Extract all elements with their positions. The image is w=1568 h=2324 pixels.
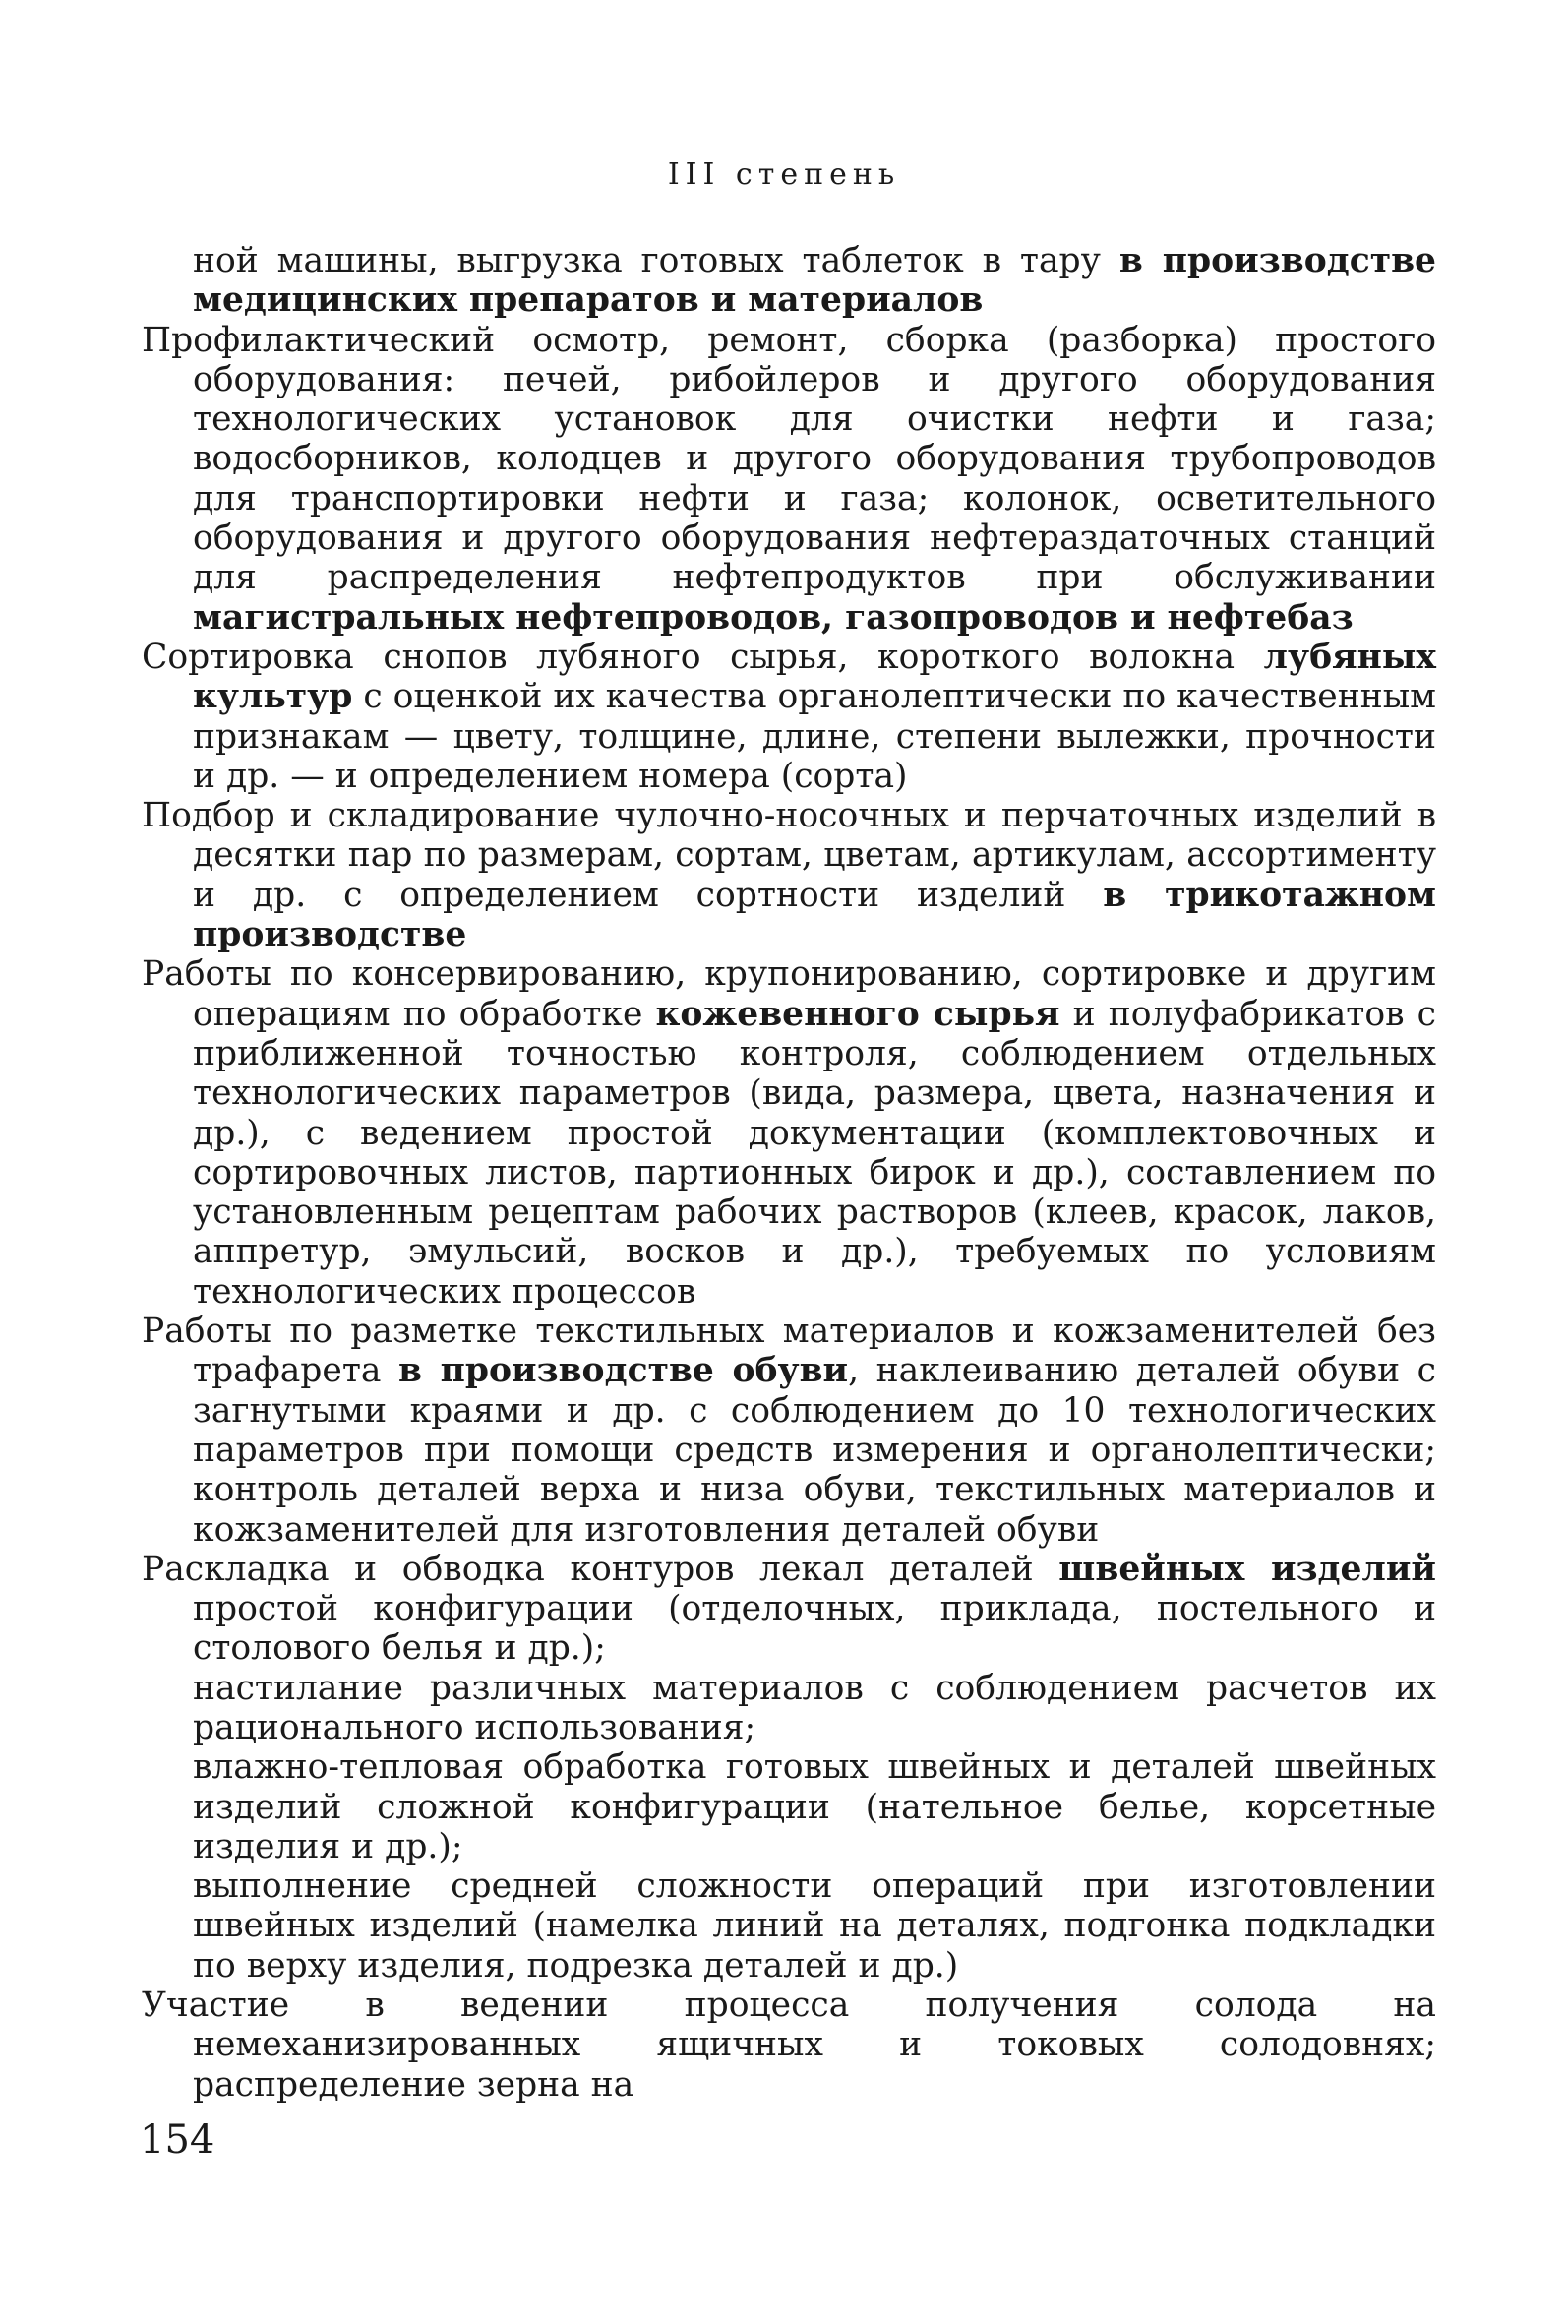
entry-sewing: Раскладка и обводка контуров лекал деталей швейных изделий простой конфигурации (отделочных, приклада, постельного и столового белья и др.); bbox=[142, 1549, 1436, 1669]
entry-leather: Работы по консервированию, крупонированию, сортировке и другим операциям по обработке кожевенного сырья и полуфабрикатов с приближенной точностью контроля, соблюдением отдельных технологических параметров (вида, размера, цвета, назначения и др.), с ведением простой документации (комплектовочных и сортировочных листов, партионных бирок и др.), составлением по установленным рецептам рабочих растворов (клеев, красок, лаков, аппретур, эмульсий, восков и др.), требуемых по условиям технологических процессов bbox=[142, 954, 1436, 1312]
running-header: III степень bbox=[667, 157, 901, 192]
page-body bbox=[142, 241, 1436, 2105]
page-number: 154 bbox=[140, 2117, 215, 2163]
entry-pipeline-equipment: Профилактический осмотр, ремонт, сборка (разборка) простого оборудования: печей, рибойлеров и другого оборудования технологических установок для очистки нефти и газа; водосборников, колодцев и другого оборудования трубопроводов для транспортировки нефти и газа; колонок, осветительного оборудования и другого оборудования нефтераздаточных станций для распределения нефтепродуктов при обслуживании магистральных нефтепроводов, газопроводов и нефтебаз bbox=[142, 320, 1436, 638]
entry-1-continuation: ной машины, выгрузка готовых таблеток в тару в производстве медицинских препаратов и материалов bbox=[193, 241, 1437, 321]
entry-footwear: Работы по разметке текстильных материалов и кожзаменителей без трафарета в производстве обуви, наклеиванию деталей обуви с загнутыми краями и др. с соблюдением до 10 технологических параметров при помощи средств измерения и органолептически; контроль деталей верха и низа обуви, текстильных материалов и кожзаменителей для изготовления деталей обуви bbox=[142, 1312, 1437, 1550]
entry-sewing-subline: настилание различных материалов с соблюдением расчетов их рационального использования; bbox=[193, 1668, 1436, 1747]
entry-sewing-subline: влажно-тепловая обработка готовых швейных и деталей швейных изделий сложной конфигурации (нательное белье, корсетные изделия и др.); bbox=[193, 1747, 1436, 1866]
entry-hosiery: Подбор и складирование чулочно-носочных и перчаточных изделий в десятки пар по размерам, сортам, цветам, артикулам, ассортименту и др. с определением сортности изделий в трикотажном производстве bbox=[142, 796, 1436, 955]
entry-bast-sorting: Сортировка снопов лубяного сырья, короткого волокна лубяных культур с оценкой их качества органолептически по качественным признакам — цвету, толщине, длине, степени вылежки, прочности и др. — и определением номера (сорта) bbox=[142, 637, 1436, 796]
entry-malt: Участие в ведении процесса получения солода на немеханизированных ящичных и токовых солодовнях; распределение зерна на bbox=[142, 1986, 1436, 2105]
entry-sewing-subline: выполнение средней сложности операций при изготовлении швейных изделий (намелка линий на деталях, подгонка подкладки по верху изделия, подрезка деталей и др.) bbox=[193, 1866, 1436, 1986]
